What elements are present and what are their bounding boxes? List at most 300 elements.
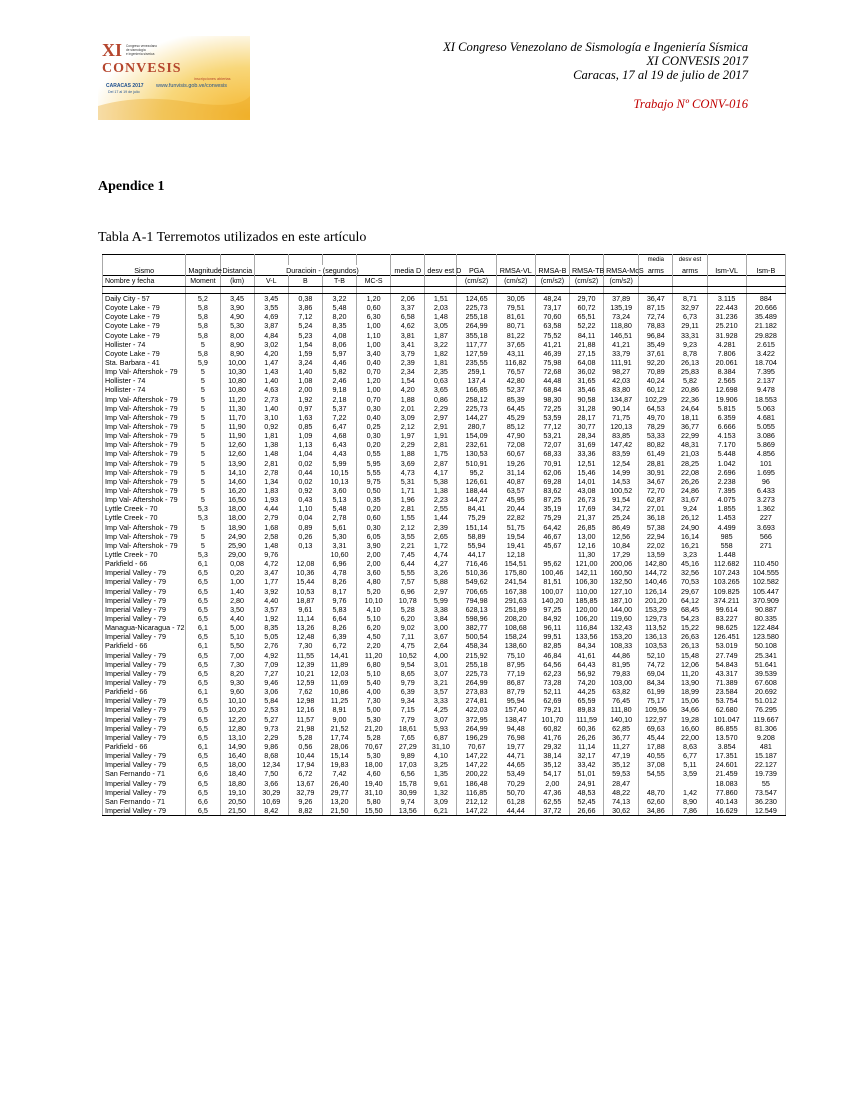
earthquake-name-cell: Parkfield - 66 [103, 559, 186, 568]
table-cell: 6,5 [186, 724, 220, 733]
header-cell [425, 276, 457, 287]
table-cell: 17,29 [604, 550, 639, 559]
table-cell: 30,99 [391, 788, 425, 797]
table-cell: 6.433 [746, 486, 785, 495]
table-cell: 64,56 [535, 660, 569, 669]
table-cell: 25,83 [673, 367, 707, 376]
table-cell: 4,92 [254, 650, 288, 659]
table-cell: 83,59 [604, 449, 639, 458]
table-cell: 6,73 [673, 312, 707, 321]
header-cell: (cm/s2) [457, 276, 496, 287]
table-cell: 3,92 [254, 587, 288, 596]
table-cell: 30,91 [639, 468, 673, 477]
table-cell: 9,00 [322, 714, 356, 723]
table-cell: 5,00 [220, 623, 254, 632]
earthquake-name-cell: Imperial Valley - 79 [103, 650, 186, 659]
table-cell: 12,39 [288, 660, 322, 669]
table-cell: 7,50 [254, 769, 288, 778]
table-cell: 1,91 [425, 431, 457, 440]
table-row [103, 376, 786, 385]
table-cell: 133,56 [569, 632, 603, 641]
table-cell: 370.909 [746, 596, 785, 605]
table-cell: 10,15 [322, 468, 356, 477]
table-cell: 5,8 [186, 312, 220, 321]
table-cell: 74,13 [604, 797, 639, 806]
table-cell: 3,23 [673, 550, 707, 559]
table-cell: 598,96 [457, 614, 496, 623]
table-cell: 3,09 [425, 797, 457, 806]
table-cell: 129,73 [639, 614, 673, 623]
table-cell: 70,91 [535, 459, 569, 468]
table-cell: 106,20 [569, 614, 603, 623]
table-cell: 0,02 [288, 459, 322, 468]
table-cell: 26,40 [322, 778, 356, 787]
table-cell: 126.451 [707, 632, 746, 641]
table-cell: 101,70 [535, 714, 569, 723]
earthquake-name-cell: Hollister - 74 [103, 385, 186, 394]
table-cell: 6,5 [186, 788, 220, 797]
table-cell: 3,57 [254, 605, 288, 614]
table-cell: 2.615 [746, 340, 785, 349]
table-cell: 44,44 [496, 806, 535, 816]
table-row [103, 541, 786, 550]
table-cell: 79,51 [496, 303, 535, 312]
table-cell: 96,11 [535, 623, 569, 632]
table-cell: 73,28 [535, 678, 569, 687]
spacer-cell [425, 287, 457, 294]
table-cell: 5,99 [322, 459, 356, 468]
table-cell: 53,59 [535, 413, 569, 422]
header-pga: PGA [457, 265, 496, 276]
table-cell: 7,12 [288, 312, 322, 321]
table-cell: 12,56 [604, 532, 639, 541]
table-cell: 1,44 [425, 513, 457, 522]
table-cell: 4,20 [391, 385, 425, 394]
table-row [103, 778, 786, 787]
table-cell: 126,61 [457, 477, 496, 486]
table-cell: 5.815 [707, 404, 746, 413]
earthquake-name-cell: Imperial Valley - 79 [103, 678, 186, 687]
table-row [103, 440, 786, 449]
table-cell: 5,50 [220, 641, 254, 650]
table-cell: 12.698 [707, 385, 746, 394]
table-cell: 6,1 [186, 623, 220, 632]
earthquake-name-cell: Parkfield - 66 [103, 742, 186, 751]
table-cell: 6,64 [322, 614, 356, 623]
table-cell: 2,21 [391, 541, 425, 550]
earthquake-name-cell: Hollister - 74 [103, 340, 186, 349]
table-row [103, 468, 786, 477]
table-cell: 1,63 [288, 413, 322, 422]
table-cell: 3,81 [391, 331, 425, 340]
earthquake-name-cell: Coyote Lake - 79 [103, 303, 186, 312]
table-cell: 1,43 [254, 367, 288, 376]
table-row [103, 742, 786, 751]
table-cell: 5,2 [186, 294, 220, 304]
table-cell: 142,80 [639, 559, 673, 568]
table-cell: 225,73 [457, 669, 496, 678]
table-cell: 7,86 [673, 806, 707, 816]
table-cell: 1,92 [288, 395, 322, 404]
table-cell: 187,10 [604, 596, 639, 605]
table-cell: 1,71 [391, 486, 425, 495]
table-cell: 5 [186, 449, 220, 458]
table-cell: 53.754 [707, 696, 746, 705]
table-cell: 3.086 [746, 431, 785, 440]
earthquake-name-cell: Imp Val- Aftershok - 79 [103, 367, 186, 376]
table-cell: 1.453 [707, 513, 746, 522]
table-cell: 20,50 [220, 797, 254, 806]
table-cell: 3,10 [254, 413, 288, 422]
table-cell: 6,1 [186, 641, 220, 650]
table-cell: 11,55 [288, 650, 322, 659]
table-cell: 7.395 [746, 367, 785, 376]
table-cell: 5,8 [186, 349, 220, 358]
table-cell: 15,14 [322, 751, 356, 760]
table-cell: 27,29 [391, 742, 425, 751]
table-cell: 2.696 [707, 468, 746, 477]
table-cell: 40,24 [639, 376, 673, 385]
table-cell: 61,49 [639, 449, 673, 458]
earthquake-name-cell: Imperial Valley - 79 [103, 660, 186, 669]
table-cell: 5,30 [322, 532, 356, 541]
table-cell: 5,9 [186, 358, 220, 367]
table-cell: 6,5 [186, 705, 220, 714]
table-cell: 0,92 [254, 422, 288, 431]
table-cell: 140,10 [604, 714, 639, 723]
table-cell: 11,30 [569, 550, 603, 559]
header-distance: Distancia [220, 265, 254, 276]
table-cell: 1,48 [254, 449, 288, 458]
spacer-cell [322, 287, 356, 294]
spacer-cell [639, 287, 673, 294]
table-cell: 12,08 [288, 559, 322, 568]
earthquake-name-cell: Imperial Valley - 79 [103, 669, 186, 678]
table-cell: 4,00 [357, 687, 391, 696]
earthquake-name-cell: Coyote Lake - 79 [103, 312, 186, 321]
spacer-cell [457, 287, 496, 294]
table-cell: 10,80 [220, 376, 254, 385]
table-cell: 1,75 [425, 449, 457, 458]
table-cell: 70,89 [639, 367, 673, 376]
table-cell: 8,35 [322, 321, 356, 330]
table-cell: 6,80 [357, 660, 391, 669]
table-cell: 75,52 [535, 331, 569, 340]
table-cell: 18,99 [673, 687, 707, 696]
table-cell: 6,5 [186, 760, 220, 769]
table-cell: 76,45 [604, 696, 639, 705]
table-cell: 3,09 [391, 413, 425, 422]
header-cell [254, 255, 288, 266]
table-cell: 0,43 [288, 495, 322, 504]
table-cell: 32,17 [569, 751, 603, 760]
table-cell: 19,10 [220, 788, 254, 797]
table-cell: 8,63 [673, 742, 707, 751]
table-cell: 116,82 [496, 358, 535, 367]
table-cell: 127,10 [604, 587, 639, 596]
table-cell: 70,67 [357, 742, 391, 751]
table-cell: 2,29 [425, 404, 457, 413]
table-cell: 5,8 [186, 303, 220, 312]
table-cell: 153,29 [639, 605, 673, 614]
table-cell: 6,5 [186, 577, 220, 586]
table-cell: 90.887 [746, 605, 785, 614]
table-cell: 4.153 [707, 431, 746, 440]
table-cell: 12,34 [254, 760, 288, 769]
table-cell: 46,67 [535, 532, 569, 541]
table-cell: 10,84 [604, 541, 639, 550]
table-cell: 12,59 [288, 678, 322, 687]
table-cell: 147,22 [457, 806, 496, 816]
table-cell: 280,7 [457, 422, 496, 431]
table-cell: 2,03 [425, 303, 457, 312]
table-cell: 62,87 [639, 495, 673, 504]
table-cell: 24,86 [673, 486, 707, 495]
table-cell: 9,54 [391, 660, 425, 669]
table-cell: 3,50 [220, 605, 254, 614]
table-cell: 11,14 [288, 614, 322, 623]
table-cell: 12,60 [220, 449, 254, 458]
table-cell: 3,90 [357, 541, 391, 550]
table-cell: 0,40 [357, 413, 391, 422]
table-cell: 13.570 [707, 733, 746, 742]
table-cell: 11,25 [322, 696, 356, 705]
table-cell: 130,53 [457, 449, 496, 458]
earthquake-name-cell: Lyttle Creek - 70 [103, 513, 186, 522]
table-cell: 5,27 [254, 714, 288, 723]
table-cell: 13,00 [569, 532, 603, 541]
table-cell: 8,90 [673, 797, 707, 806]
earthquake-name-cell: Imperial Valley - 79 [103, 788, 186, 797]
table-cell: 6,5 [186, 806, 220, 816]
table-cell: 62,55 [535, 797, 569, 806]
header-cell: (cm/s2) [569, 276, 603, 287]
table-cell: 3,55 [391, 532, 425, 541]
table-cell: 6,20 [391, 614, 425, 623]
table-cell: 3,00 [425, 623, 457, 632]
table-cell: 29,70 [569, 294, 603, 304]
table-cell: 9,75 [357, 477, 391, 486]
table-cell: 3,37 [391, 303, 425, 312]
table-cell: 5,55 [357, 468, 391, 477]
table-row [103, 367, 786, 376]
table-cell: 4,27 [425, 559, 457, 568]
table-cell: 144,27 [457, 413, 496, 422]
table-cell: 48,24 [535, 294, 569, 304]
table-cell: 44,25 [569, 687, 603, 696]
table-cell: 5,48 [322, 504, 356, 513]
table-cell: 10,80 [220, 385, 254, 394]
table-cell: 5,30 [357, 751, 391, 760]
table-cell: 5,11 [673, 760, 707, 769]
table-cell: 95,94 [496, 696, 535, 705]
earthquake-name-cell: Imperial Valley - 79 [103, 751, 186, 760]
table-cell: 14,01 [569, 477, 603, 486]
spacer-cell [746, 287, 785, 294]
table-cell: 31,10 [357, 788, 391, 797]
table-cell: 151,14 [457, 523, 496, 532]
earthquake-name-cell: Parkfield - 66 [103, 687, 186, 696]
table-row [103, 550, 786, 559]
table-cell: 87,95 [496, 660, 535, 669]
table-cell: 2,97 [425, 587, 457, 596]
table-cell: 9,76 [322, 596, 356, 605]
table-cell: 83.227 [707, 614, 746, 623]
table-cell: 1,81 [425, 358, 457, 367]
table-cell: 5,10 [220, 632, 254, 641]
table-cell: 11,20 [220, 395, 254, 404]
table-cell: 24.601 [707, 760, 746, 769]
table-cell: 18,11 [673, 413, 707, 422]
table-cell: 1,68 [254, 523, 288, 532]
table-cell: 12,16 [569, 541, 603, 550]
table-cell: 134,87 [604, 395, 639, 404]
table-cell: 5,82 [673, 376, 707, 385]
table-cell: 21.459 [707, 769, 746, 778]
table-cell: 5,95 [357, 459, 391, 468]
table-cell: 8,20 [322, 312, 356, 321]
earthquake-name-cell: Imp Val- Aftershok - 79 [103, 486, 186, 495]
table-cell: 6,77 [673, 751, 707, 760]
table-cell: 9,30 [220, 678, 254, 687]
table-cell: 9,26 [288, 797, 322, 806]
table-cell: 1,40 [254, 376, 288, 385]
header-cell: T-B [322, 276, 356, 287]
table-cell: 45,95 [496, 495, 535, 504]
table-cell: 11,57 [288, 714, 322, 723]
table-cell: 4.499 [707, 523, 746, 532]
table-cell: 6,47 [322, 422, 356, 431]
table-header-row-3 [103, 276, 786, 287]
table-cell: 30,29 [254, 788, 288, 797]
table-cell: 5,05 [254, 632, 288, 641]
table-cell: 0,89 [288, 523, 322, 532]
table-cell: 0,02 [288, 477, 322, 486]
table-row [103, 623, 786, 632]
table-cell: 103.265 [707, 577, 746, 586]
table-cell: 6,44 [391, 559, 425, 568]
table-cell: 7,57 [391, 577, 425, 586]
table-cell: 24,90 [673, 523, 707, 532]
table-cell: 188,44 [457, 486, 496, 495]
table-cell: 2,20 [357, 641, 391, 650]
earthquake-name-cell: Imperial Valley - 79 [103, 614, 186, 623]
table-cell: 39.539 [746, 669, 785, 678]
table-cell: 4,43 [322, 449, 356, 458]
table-cell: 127,59 [457, 349, 496, 358]
table-cell: 2,87 [425, 459, 457, 468]
table-cell: 0,70 [357, 367, 391, 376]
table-cell: 110.450 [746, 559, 785, 568]
table-cell: 0,92 [288, 486, 322, 495]
table-cell: 7,62 [288, 687, 322, 696]
convesis-logo [98, 36, 250, 120]
table-cell: 3,67 [425, 632, 457, 641]
table-cell: 510,91 [457, 459, 496, 468]
table-cell: 1.855 [707, 504, 746, 513]
table-cell: 85,39 [496, 395, 535, 404]
table-cell: 153,20 [604, 632, 639, 641]
earthquake-name-cell: Managua-Nicaragua - 72 [103, 623, 186, 632]
table-cell: 1,51 [425, 294, 457, 304]
table-cell: 7,30 [288, 641, 322, 650]
table-cell: 1,88 [391, 449, 425, 458]
table-cell: 6,5 [186, 632, 220, 641]
table-cell: 7.806 [707, 349, 746, 358]
table-cell: 6.666 [707, 422, 746, 431]
table-cell: 1,40 [254, 404, 288, 413]
table-cell: 86,87 [496, 678, 535, 687]
table-cell: 0,85 [288, 422, 322, 431]
table-cell: 7,15 [391, 705, 425, 714]
table-cell: 81,51 [535, 577, 569, 586]
table-cell: 2,97 [425, 413, 457, 422]
table-cell: 5 [186, 413, 220, 422]
table-cell: 215,92 [457, 650, 496, 659]
table-cell: 4,00 [425, 650, 457, 659]
logo-registration: inscripciones abiertas [194, 77, 231, 81]
table-cell: 84,92 [535, 614, 569, 623]
table-cell: 2,58 [254, 532, 288, 541]
table-cell: 5 [186, 422, 220, 431]
table-cell: 101 [746, 459, 785, 468]
table-cell: 17,74 [322, 733, 356, 742]
table-cell: 8,91 [322, 705, 356, 714]
table-cell: 15,22 [673, 623, 707, 632]
header-cell [322, 255, 356, 266]
table-cell: 12,18 [496, 550, 535, 559]
table-cell: 52,37 [496, 385, 535, 394]
table-cell: 44,65 [496, 760, 535, 769]
table-cell: 18,80 [220, 778, 254, 787]
table-cell: 34,86 [639, 806, 673, 816]
table-cell: 51,75 [496, 523, 535, 532]
table-cell: 94,48 [496, 724, 535, 733]
table-cell: 5,10 [357, 669, 391, 678]
earthquake-name-cell: Lyttle Creek - 70 [103, 550, 186, 559]
table-cell: 22,99 [673, 431, 707, 440]
table-cell: 15,50 [357, 806, 391, 816]
table-cell: 108,68 [496, 623, 535, 632]
spacer-cell [186, 287, 220, 294]
logo-subtitle-1: Congreso venezolano [126, 44, 158, 48]
logo-dates: Del 17 al 19 de julio [108, 90, 140, 94]
table-cell: 111,91 [604, 358, 639, 367]
table-row [103, 605, 786, 614]
table-cell: 35.489 [746, 312, 785, 321]
table-cell: 29,00 [220, 550, 254, 559]
table-cell: 12,80 [220, 724, 254, 733]
table-cell: 9,23 [673, 340, 707, 349]
table-cell: 985 [707, 532, 746, 541]
table-cell: 19.906 [707, 395, 746, 404]
table-cell: 75,17 [639, 696, 673, 705]
table-cell: 27,15 [569, 349, 603, 358]
table-cell: 5,61 [322, 523, 356, 532]
header-cell: (cm/s2) [496, 276, 535, 287]
table-row [103, 568, 786, 577]
table-cell: 5 [186, 495, 220, 504]
table-cell: 4,44 [254, 504, 288, 513]
table-cell: 1,00 [357, 321, 391, 330]
table-cell: 6,72 [288, 769, 322, 778]
table-cell: 2,00 [357, 559, 391, 568]
table-cell: 19,54 [496, 532, 535, 541]
table-cell: 225,73 [457, 404, 496, 413]
table-cell: 5 [186, 385, 220, 394]
table-cell: 8,90 [220, 340, 254, 349]
table-cell: 9.208 [746, 733, 785, 742]
